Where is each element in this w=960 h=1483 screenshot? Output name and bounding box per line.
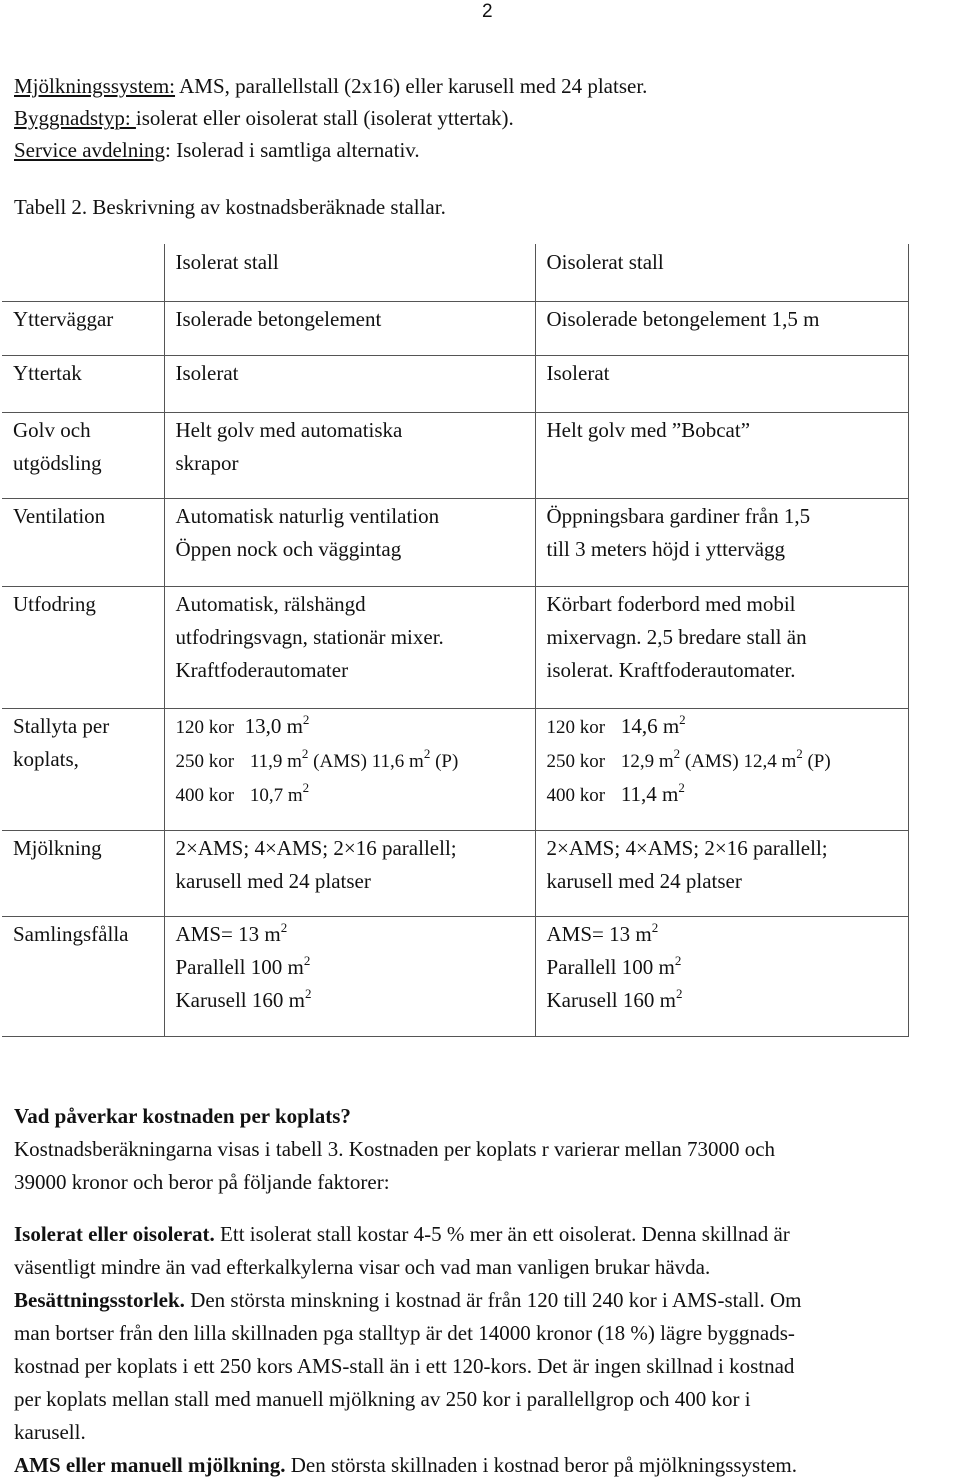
cell-oisolerat: 2×AMS; 4×AMS; 2×16 parallell; karusell med 24 platser: [535, 831, 908, 917]
paragraph-line: man bortser från den lilla skillnaden pga stalltyp är det 14000 kronor (18 %) lägre byggnads-: [14, 1321, 795, 1345]
row-label: Golv och utgödsling: [2, 413, 164, 499]
cell-isolerat: Automatisk naturlig ventilation Öppen nock och väggintag: [164, 499, 535, 587]
paragraph-line: karusell.: [14, 1420, 86, 1444]
row-label: Utfodring: [2, 587, 164, 709]
table-row: [2, 587, 908, 709]
cell-oisolerat: Körbart foderbord med mobil mixervagn. 2,5 bredare stall än isolerat. Kraftfoderautomater.: [535, 587, 908, 709]
question-section: [14, 1100, 775, 1199]
milking-system-text: AMS, parallellstall (2x16) eller karusell med 24 platser.: [175, 74, 648, 98]
row-label: Yttertak: [2, 356, 164, 413]
header-isolerat: Isolerat stall: [164, 244, 535, 302]
cell-isolerat: Helt golv med automatiska skrapor: [164, 413, 535, 499]
table-row: [2, 917, 908, 1037]
table-row: [2, 356, 908, 413]
table-row: [2, 499, 908, 587]
cell-oisolerat: Oisolerade betongelement 1,5 m: [535, 302, 908, 356]
paragraph-line: Kostnadsberäkningarna visas i tabell 3. Kostnaden per koplats r varierar mellan 73000 och: [14, 1137, 776, 1161]
header-oisolerat: Oisolerat stall: [535, 244, 908, 302]
cell-oisolerat: Helt golv med ”Bobcat”: [535, 413, 908, 499]
service-label: Service avdelning: [14, 138, 166, 162]
factor-heading: Isolerat eller oisolerat.: [14, 1222, 215, 1246]
section-heading: Vad påverkar kostnaden per koplats?: [14, 1104, 351, 1128]
factor-paragraph: Isolerat eller oisolerat. Ett isolerat stall kostar 4-5 % mer än ett oisolerat. Denna skillnad är: [14, 1222, 790, 1246]
building-type-label: Byggnadstyp:: [14, 106, 136, 130]
cell-oisolerat: Isolerat: [535, 356, 908, 413]
cell-isolerat: AMS= 13 $m^2$ Parallell 100 $m^2$ Karusell 160 $m^2$: [164, 917, 535, 1037]
row-label: Stallyta per koplats,: [2, 709, 164, 831]
milking-system-label: Mjölkningssystem:: [14, 74, 176, 98]
cell-isolerat: 2×AMS; 4×AMS; 2×16 parallell; karusell med 24 platser: [164, 831, 535, 917]
table-row: [2, 302, 908, 356]
factor-heading: Besättningsstorlek.: [14, 1288, 185, 1312]
cell-oisolerat: AMS= 13 $m^2$ Parallell 100 $m^2$ Karusell 160 $m^2$: [535, 917, 908, 1037]
paragraph-line: kostnad per koplats i ett 250 kors AMS-stall än i ett 120-kors. Det är ingen skillnad i kostnad: [14, 1354, 795, 1378]
table-row: [2, 831, 908, 917]
cell-oisolerat: 120 kor 14,6 $m^2$ 250 kor 12,9 $m^2$ (AMS) 12,4 $m^2$ (P) 400 kor 11,4 $m^2$: [535, 709, 908, 831]
cell-oisolerat: Öppningsbara gardiner från 1,5 till 3 meters höjd i yttervägg: [535, 499, 908, 587]
intro-block: [14, 70, 647, 166]
factors-section: [14, 1218, 801, 1482]
factor-paragraph: AMS eller manuell mjölkning. Den största skillnaden i kostnad beror på mjölkningssystem.: [14, 1453, 797, 1477]
factor-heading: AMS eller manuell mjölkning.: [14, 1453, 286, 1477]
service-line: [14, 134, 647, 166]
table-row: [2, 709, 908, 831]
cell-isolerat: Automatisk, rälshängd utfodringsvagn, stationär mixer. Kraftfoderautomater: [164, 587, 535, 709]
barn-description-table: [2, 244, 909, 1037]
page-number: 2: [482, 1, 493, 22]
row-label: Samlingsfålla: [2, 917, 164, 1037]
paragraph-line: väsentligt mindre än vad efterkalkylerna visar och vad man vanligen brukar hävda.: [14, 1255, 711, 1279]
building-type-line: [14, 102, 647, 134]
building-type-text: isolerat eller oisolerat stall (isolerat yttertak).: [135, 106, 514, 130]
service-text: : Isolerad i samtliga alternativ.: [165, 138, 420, 162]
row-label: Ventilation: [2, 499, 164, 587]
table-row: [2, 413, 908, 499]
paragraph-line: 39000 kronor och beror på följande faktorer:: [14, 1170, 390, 1194]
milking-system-line: [14, 70, 647, 102]
factor-paragraph: Besättningsstorlek. Den största minskning i kostnad är från 120 till 240 kor i AMS-stall. Om: [14, 1288, 802, 1312]
table-caption: Tabell 2. Beskrivning av kostnadsberäknade stallar.: [14, 195, 446, 219]
row-label: Mjölkning: [2, 831, 164, 917]
cell-isolerat: Isolerat: [164, 356, 535, 413]
cell-isolerat: Isolerade betongelement: [164, 302, 535, 356]
table-header-row: [2, 244, 908, 302]
cell-isolerat: 120 kor 13,0 $m^2$ 250 kor 11,9 $m^2$ (AMS) 11,6 $m^2$ (P) 400 kor 10,7 $m^2$: [164, 709, 535, 831]
row-label: Ytterväggar: [2, 302, 164, 356]
paragraph-line: per koplats mellan stall med manuell mjölkning av 250 kor i parallellgrop och 400 kor i: [14, 1387, 751, 1411]
header-cell-empty: [2, 244, 164, 302]
